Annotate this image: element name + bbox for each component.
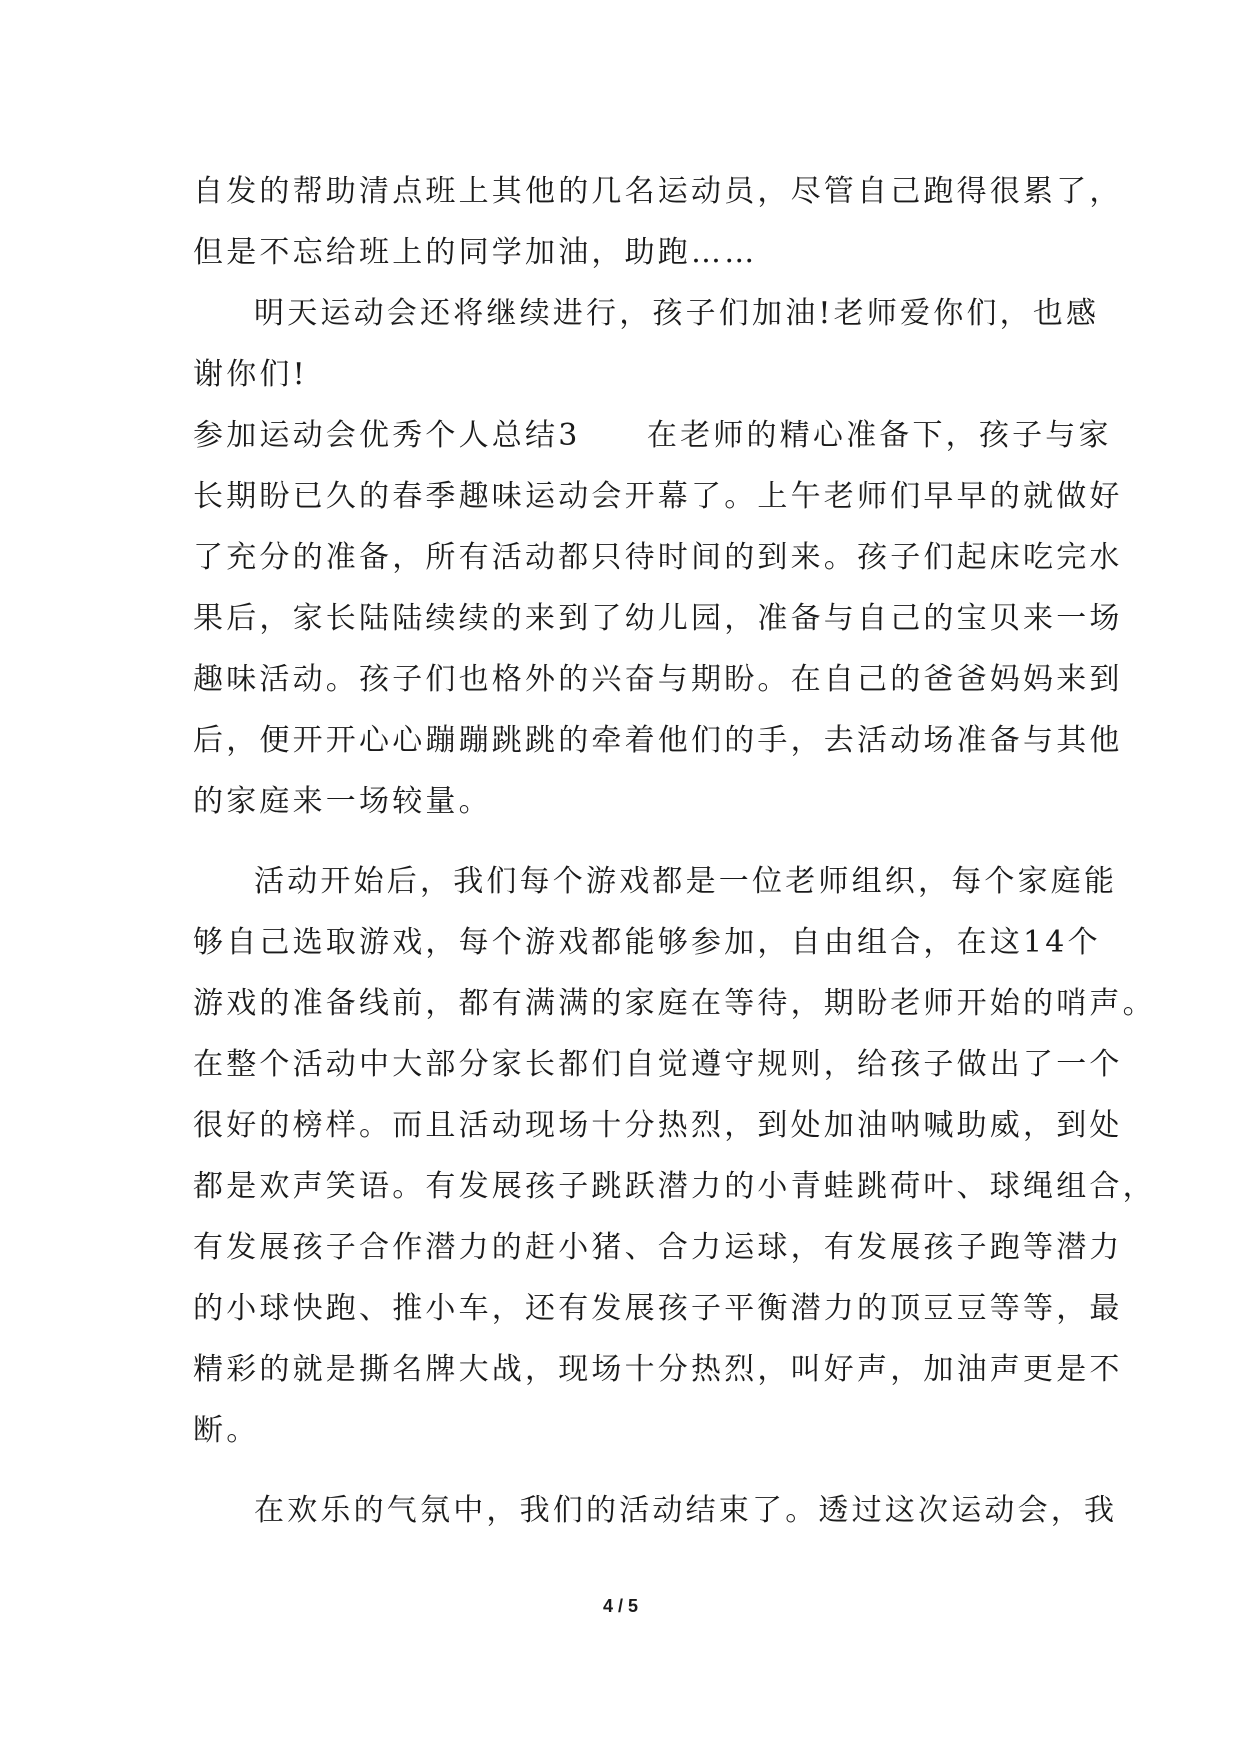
paragraph-start-line: 在欢乐的气氛中，我们的活动结束了。透过这次运动会，我: [254, 1493, 1118, 1528]
paragraph-start-line: 活动开始后，我们每个游戏都是一位老师组织，每个家庭能: [254, 864, 1118, 899]
text-line: 精彩的就是撕名牌大战，现场十分热烈，叫好声，加油声更是不: [193, 1352, 1123, 1387]
text-line: 谢你们!: [193, 357, 308, 392]
text-line: 自发的帮助清点班上其他的几名运动员，尽管自己跑得很累了，: [193, 174, 1123, 209]
text-line: 了充分的准备，所有活动都只待时间的到来。孩子们起床吃完水: [193, 540, 1123, 575]
text-line: 的家庭来一场较量。: [193, 784, 492, 819]
text-line: 游戏的准备线前，都有满满的家庭在等待，期盼老师开始的哨声。: [193, 986, 1156, 1021]
page-number: 4 / 5: [602, 1596, 639, 1616]
text-line: 后，便开开心心蹦蹦跳跳的牵着他们的手，去活动场准备与其他: [193, 723, 1123, 758]
section-heading-line: 参加运动会优秀个人总结3 在老师的精心准备下，孩子与家: [193, 418, 1112, 453]
text-line: 果后，家长陆陆续续的来到了幼儿园，准备与自己的宝贝来一场: [193, 601, 1123, 636]
text-line: 有发展孩子合作潜力的赶小猪、合力运球，有发展孩子跑等潜力: [193, 1230, 1123, 1265]
text-line: 但是不忘给班上的同学加油，助跑……: [193, 235, 758, 270]
paragraph-start-line: 明天运动会还将继续进行，孩子们加油!老师爱你们，也感: [254, 296, 1100, 331]
text-line: 够自己选取游戏，每个游戏都能够参加，自由组合，在这14个: [193, 925, 1101, 960]
text-line: 长期盼已久的春季趣味运动会开幕了。上午老师们早早的就做好: [193, 479, 1123, 514]
text-line: 很好的榜样。而且活动现场十分热烈，到处加油呐喊助威，到处: [193, 1108, 1123, 1143]
text-line: 断。: [193, 1413, 260, 1448]
text-line: 都是欢声笑语。有发展孩子跳跃潜力的小青蛙跳荷叶、球绳组合，: [193, 1169, 1156, 1204]
text-line: 的小球快跑、推小车，还有发展孩子平衡潜力的顶豆豆等等，最: [193, 1291, 1123, 1326]
text-line: 趣味活动。孩子们也格外的兴奋与期盼。在自己的爸爸妈妈来到: [193, 662, 1123, 697]
text-line: 在整个活动中大部分家长都们自觉遵守规则，给孩子做出了一个: [193, 1047, 1123, 1082]
